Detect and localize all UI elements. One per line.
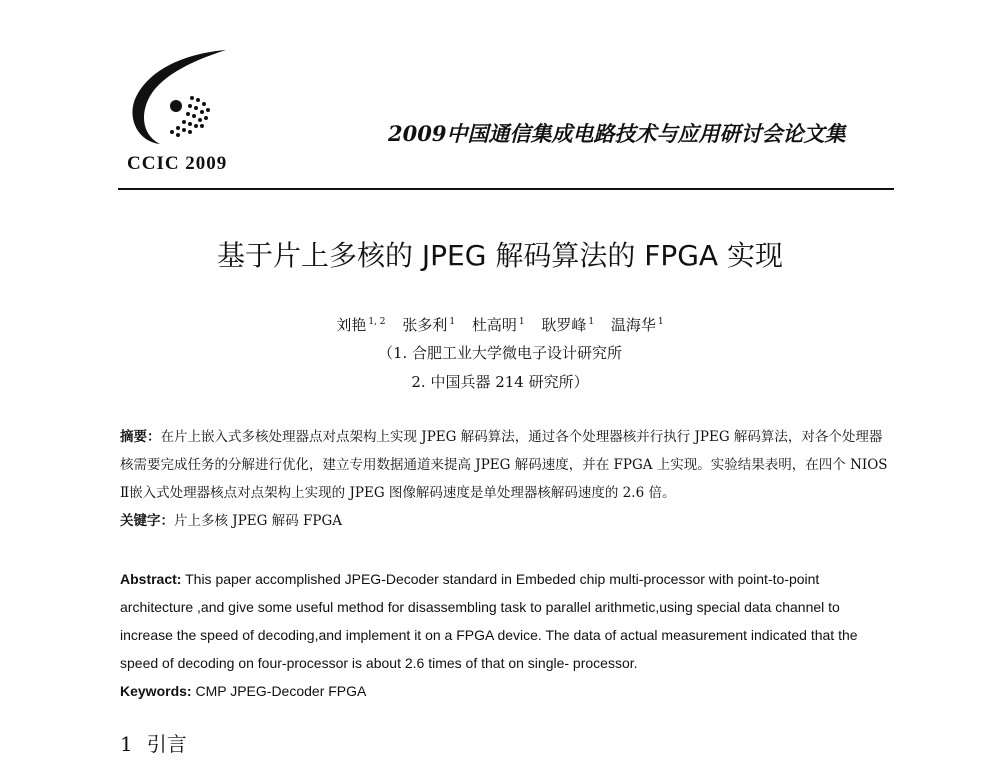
- author-name: 杜高明: [471, 316, 517, 334]
- author: [336, 316, 385, 334]
- author-affil-mark: 1, 2: [368, 317, 386, 327]
- author-name: 耿罗峰: [541, 316, 587, 334]
- abstract-chinese: [120, 423, 890, 535]
- keywords-en-text: CMP JPEG-Decoder FPGA: [195, 683, 367, 699]
- author-name: 张多利: [402, 316, 448, 334]
- author-list: [0, 314, 1000, 335]
- keywords-cn-text: 片上多核 JPEG 解码 FPGA: [174, 513, 342, 529]
- paper-title: 基于片上多核的 JPEG 解码算法的 FPGA 实现: [217, 239, 783, 272]
- abstract-en-text: This paper accomplished JPEG-Decoder standard in Embeded chip multi-processor with point-to-point architecture ,and give some useful method for disassembling task to parallel arithmetic,using special data channel to increase the speed of decoding,and implement it on a FPGA device. The data of actual measurement indicated that the speed of decoding on four-processor is about 2.6 times of that on single- processor.: [120, 571, 858, 671]
- author: [472, 316, 525, 334]
- abstract-en-paragraph: [120, 565, 895, 677]
- author-affil-mark: 1: [588, 317, 595, 327]
- ccic-logo: [118, 40, 248, 180]
- abstract-english: [120, 565, 895, 705]
- proceedings-title: 2009中国通信集成电路技术与应用研讨会论文集: [388, 121, 846, 146]
- author-name: 刘艳: [336, 316, 367, 334]
- author: [402, 316, 455, 334]
- section-title: 引言: [146, 732, 187, 756]
- keywords-en-label: Keywords:: [120, 683, 192, 699]
- keywords-en: [120, 677, 895, 705]
- affiliation-2: 2. 中国兵器 214 研究所）: [411, 373, 589, 391]
- keywords-cn-label: 关键字：: [120, 513, 174, 529]
- author: [611, 316, 664, 334]
- header-rule: [118, 188, 894, 190]
- logo-text: CCIC 2009: [127, 153, 228, 174]
- author: [541, 316, 594, 334]
- keywords-cn: [120, 507, 890, 535]
- abstract-cn-paragraph: [120, 423, 890, 507]
- abstract-en-label: Abstract:: [120, 571, 182, 587]
- abstract-cn-text: 在片上嵌入式多核处理器点对点架构上实现 JPEG 解码算法，通过各个处理器核并行执行 JPEG 解码算法，对各个处理器核需要完成任务的分解进行优化，建立专用数据通道来提高 JPEG 解码速度，并在 FPGA 上实现。实验结果表明，在四个 NIOS Ⅱ嵌入式处理器核点对点架构上实现的 JPEG 图像解码速度是单处理器核解码速度的 2.6 倍。: [120, 429, 888, 501]
- author-affil-mark: 1: [449, 317, 456, 327]
- author-affil-mark: 1: [657, 317, 664, 327]
- author-affil-mark: 1: [518, 317, 525, 327]
- section-heading: [120, 728, 187, 757]
- abstract-cn-label: 摘要：: [120, 429, 161, 445]
- section-number: 1: [120, 732, 133, 756]
- ccic-logo-graphic: [118, 40, 248, 160]
- affiliation-1: （1. 合肥工业大学微电子设计研究所: [377, 344, 623, 362]
- author-name: 温海华: [610, 316, 656, 334]
